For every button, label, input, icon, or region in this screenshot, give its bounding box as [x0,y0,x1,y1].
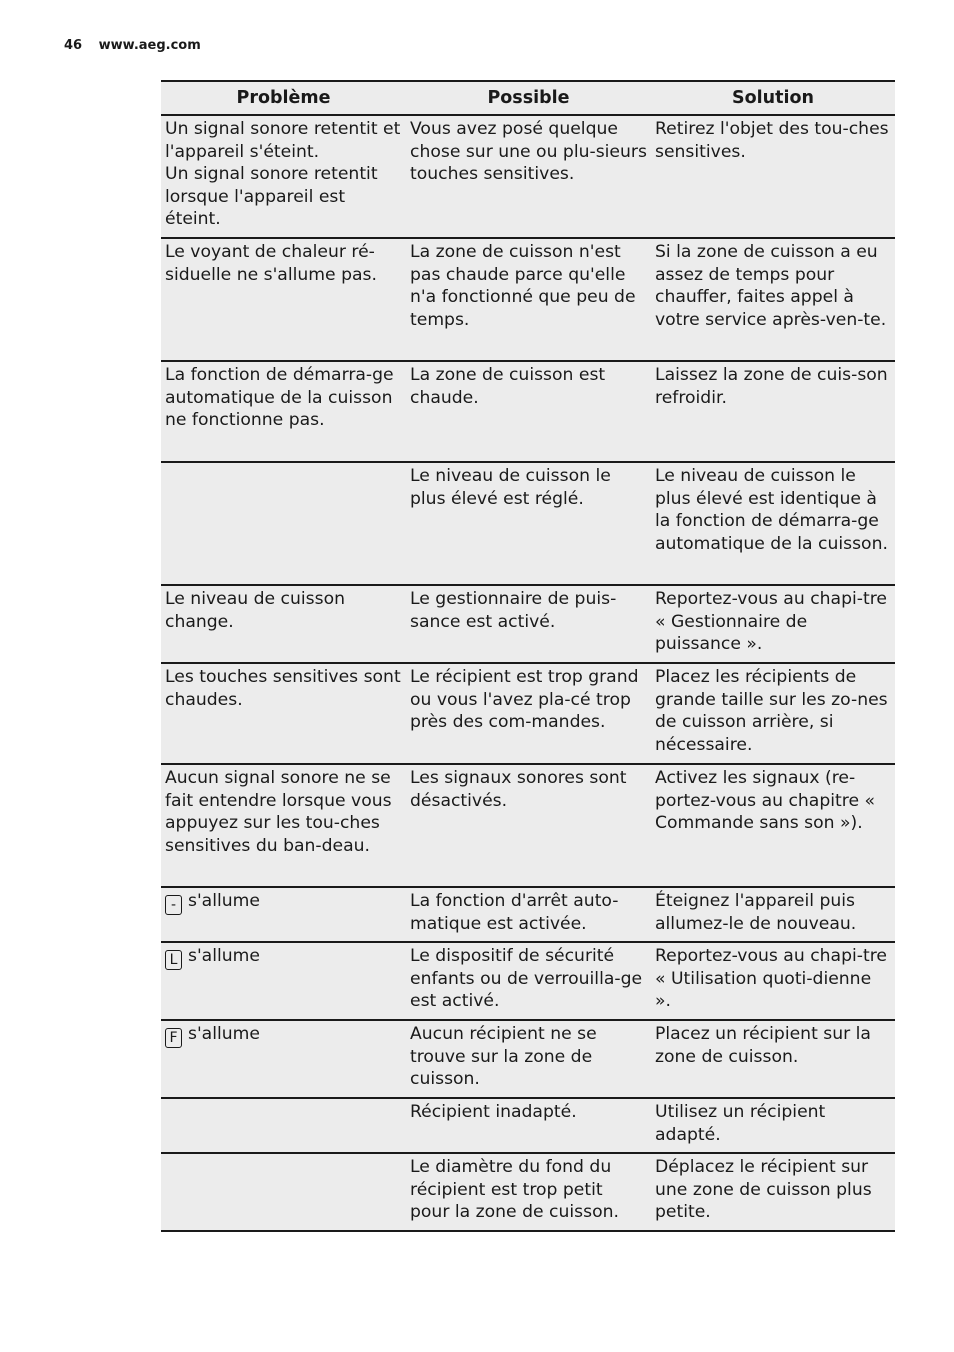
cell-problem [161,238,406,361]
cell-problem [161,462,406,585]
cell-problem [161,1153,406,1231]
cell-solution: Reportez-vous au chapi-tre « Gestionnaire de puissance ». [651,585,895,663]
problem-text: La fonction de démarra-ge automatique de la cuisson ne fonctionne pas. [165,365,394,430]
column-header-solution: Solution [651,81,895,115]
problem-text: Aucun signal sonore ne se fait entendre lorsque vous appuyez sur les tou-ches sensitives du ban-deau. [165,768,392,856]
problem-text: s'allume [188,946,260,966]
cell-cause: Les signaux sonores sont désactivés. [406,764,651,887]
page-number: 46 [64,38,83,53]
cell-cause: Aucun récipient ne se trouve sur la zone de cuisson. [406,1020,651,1098]
display-code-icon: F [165,1028,182,1048]
troubleshooting-table [161,80,895,1232]
problem-text: s'allume [188,891,260,911]
cell-cause: La zone de cuisson est chaude. [406,361,651,462]
problem-text: Les touches sensitives sont chaudes. [165,667,401,710]
cell-solution: Placez les récipients de grande taille sur les zo-nes de cuisson arrière, si nécessaire. [651,663,895,764]
table-row [161,462,895,585]
cell-solution: Reportez-vous au chapi-tre « Utilisation quoti-dienne ». [651,942,895,1020]
cell-problem [161,1098,406,1153]
table-row [161,942,895,1020]
cell-solution: Retirez l'objet des tou-ches sensitives. [651,115,895,238]
cell-cause: Le récipient est trop grand ou vous l'avez pla-cé trop près des com-mandes. [406,663,651,764]
cell-problem [161,361,406,462]
table-row [161,663,895,764]
website-url: www.aeg.com [98,38,201,53]
cell-problem [161,942,406,1020]
cell-solution: Si la zone de cuisson a eu assez de temps pour chauffer, faites appel à votre service après-ven-te. [651,238,895,361]
cell-solution: Utilisez un récipient adapté. [651,1098,895,1153]
table-row [161,238,895,361]
cell-solution: Déplacez le récipient sur une zone de cuisson plus petite. [651,1153,895,1231]
cell-cause: Vous avez posé quelque chose sur une ou plu-sieurs touches sensitives. [406,115,651,238]
table-row [161,887,895,942]
table-row [161,585,895,663]
column-header-cause: Possible [406,81,651,115]
table-row [161,1020,895,1098]
cell-cause: Récipient inadapté. [406,1098,651,1153]
cell-cause: La fonction d'arrêt auto-matique est activée. [406,887,651,942]
table-row [161,361,895,462]
cell-solution: Éteignez l'appareil puis allumez-le de nouveau. [651,887,895,942]
problem-text: Le voyant de chaleur ré-siduelle ne s'allume pas. [165,242,377,285]
cell-problem [161,764,406,887]
table-row [161,1153,895,1231]
cell-solution: Placez un récipient sur la zone de cuisson. [651,1020,895,1098]
table-body [161,115,895,1231]
problem-text: Le niveau de cuisson change. [165,589,345,632]
cell-cause: Le gestionnaire de puis-sance est activé. [406,585,651,663]
cell-solution: Laissez la zone de cuis-son refroidir. [651,361,895,462]
cell-problem [161,585,406,663]
cell-solution: Activez les signaux (re-portez-vous au chapitre « Commande sans son »). [651,764,895,887]
cell-cause: La zone de cuisson n'est pas chaude parce qu'elle n'a fonctionné que peu de temps. [406,238,651,361]
display-code-icon: - [165,895,182,915]
display-code-icon: L [165,950,182,970]
cell-cause: Le diamètre du fond du récipient est trop petit pour la zone de cuisson. [406,1153,651,1231]
column-header-problem: Problème [161,81,406,115]
table-row [161,764,895,887]
cell-problem [161,115,406,238]
cell-cause: Le niveau de cuisson le plus élevé est réglé. [406,462,651,585]
cell-solution: Le niveau de cuisson le plus élevé est identique à la fonction de démarra-ge automatique de la cuisson. [651,462,895,585]
problem-text: Un signal sonore retentit et l'appareil s'éteint. Un signal sonore retentit lorsque l'appareil est éteint. [165,119,401,229]
cell-problem [161,663,406,764]
page-header [64,38,201,53]
table-row [161,1098,895,1153]
table-header-row [161,81,895,115]
problem-text: s'allume [188,1024,260,1044]
cell-problem [161,1020,406,1098]
cell-problem [161,887,406,942]
table-row [161,115,895,238]
cell-cause: Le dispositif de sécurité enfants ou de verrouilla-ge est activé. [406,942,651,1020]
